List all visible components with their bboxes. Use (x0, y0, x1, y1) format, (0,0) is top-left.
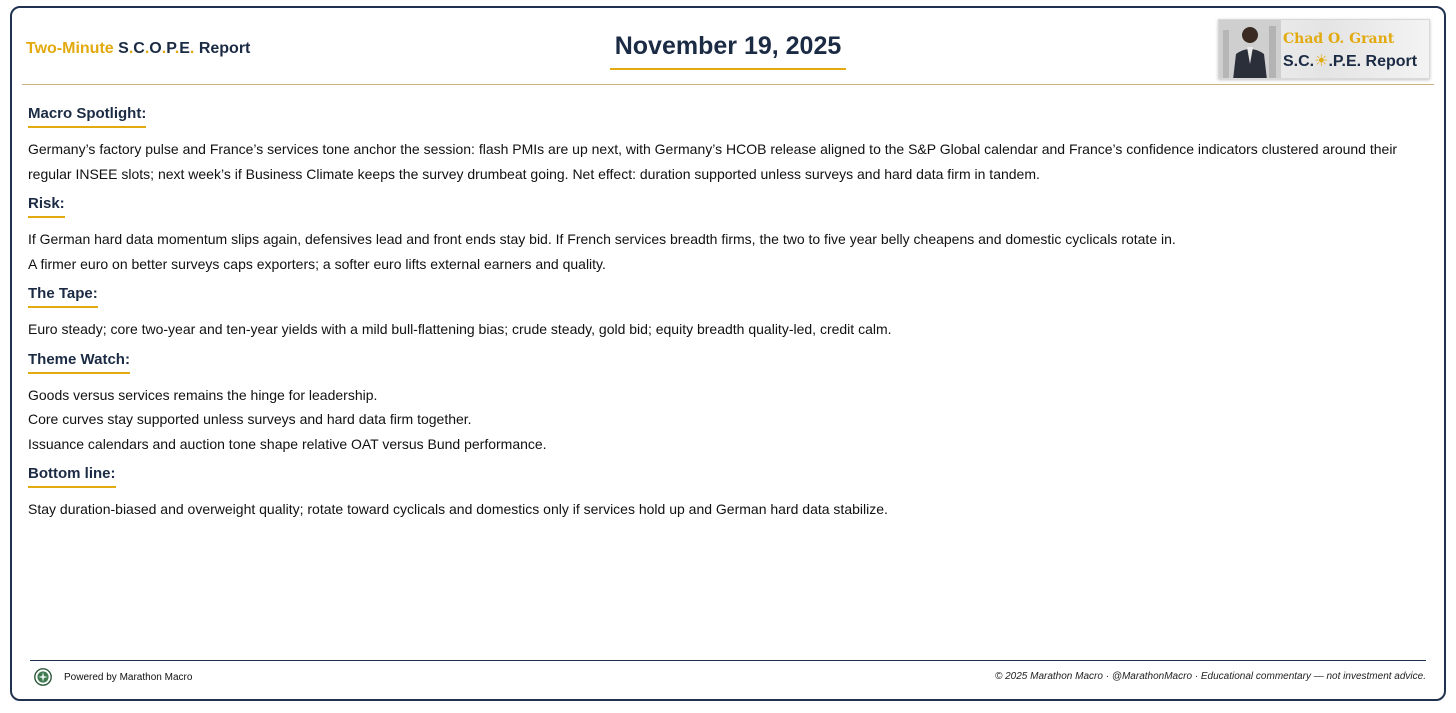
section-text: A firmer euro on better surveys caps exporters; a softer euro lifts external earners and quality. (28, 255, 606, 272)
logo-report-title: S.C.☀.P.E. Report (1283, 53, 1418, 70)
marathon-macro-logo-icon (34, 668, 52, 686)
brand-suffix: Report (198, 40, 251, 57)
section-text: Stay duration-biased and overweight quality; rotate toward cyclicals and domestics only if services hold up and German hard data stabilize. (28, 501, 888, 517)
section-title: Macro Spotlight: (28, 105, 146, 128)
section-title: Theme Watch: (28, 351, 130, 374)
section-bottom-line (28, 456, 1432, 522)
section-title: Risk: (28, 195, 65, 218)
section-title: Bottom line: (28, 465, 116, 488)
footer-disclaimer: © 2025 Marathon Macro · @MarathonMacro · Educational commentary — not investment advice. (994, 671, 1426, 682)
report-content (28, 105, 1432, 522)
date-underline (610, 68, 846, 70)
section-title: The Tape: (28, 285, 98, 308)
section-text: Goods versus services remains the hinge for leadership. (28, 386, 378, 403)
section-text: Germany’s factory pulse and France’s services tone anchor the session: flash PMIs are up next, with Germany’s HCOB release aligned to the S&P Global calendar and France’s confidence indicators clustered around their regular INSEE slots; next week’s if Business Climate keeps the survey drumbeat going. Net effect: duration supported unless surveys and hard data firm in tandem. (28, 141, 1398, 182)
footer-divider (30, 660, 1426, 661)
brand-prefix: Two-Minute (26, 40, 114, 57)
section-macro-spotlight (28, 105, 1432, 186)
header-divider (22, 84, 1434, 85)
section-text: Core curves stay supported unless surveys and hard data firm together. (28, 411, 472, 427)
brand-title (26, 40, 250, 58)
section-the-tape (28, 276, 1432, 342)
person-photo-icon (1219, 20, 1281, 79)
powered-by-text: Powered by Marathon Macro (64, 671, 193, 683)
section-text: If German hard data momentum slips again, defensives lead and front ends stay bid. If French services breadth firms, the two to five year belly cheapens and domestic cyclicals rotate in. (28, 231, 1176, 247)
author-name: Chad O. Grant (1283, 31, 1395, 47)
author-logo (1218, 19, 1430, 79)
footer-powered-by (34, 668, 192, 686)
sun-icon: ☀ (1314, 53, 1329, 70)
brand-scope: S.C.O.P.E. (118, 40, 195, 57)
report-date: November 19, 2025 (614, 32, 842, 60)
section-risk (28, 186, 1432, 276)
section-text: Issuance calendars and auction tone shape relative OAT versus Bund performance. (28, 435, 547, 452)
section-theme-watch (28, 342, 1432, 457)
section-text: Euro steady; core two-year and ten-year yields with a mild bull-flattening bias; crude steady, gold bid; equity breadth quality-led, credit calm. (28, 321, 892, 337)
